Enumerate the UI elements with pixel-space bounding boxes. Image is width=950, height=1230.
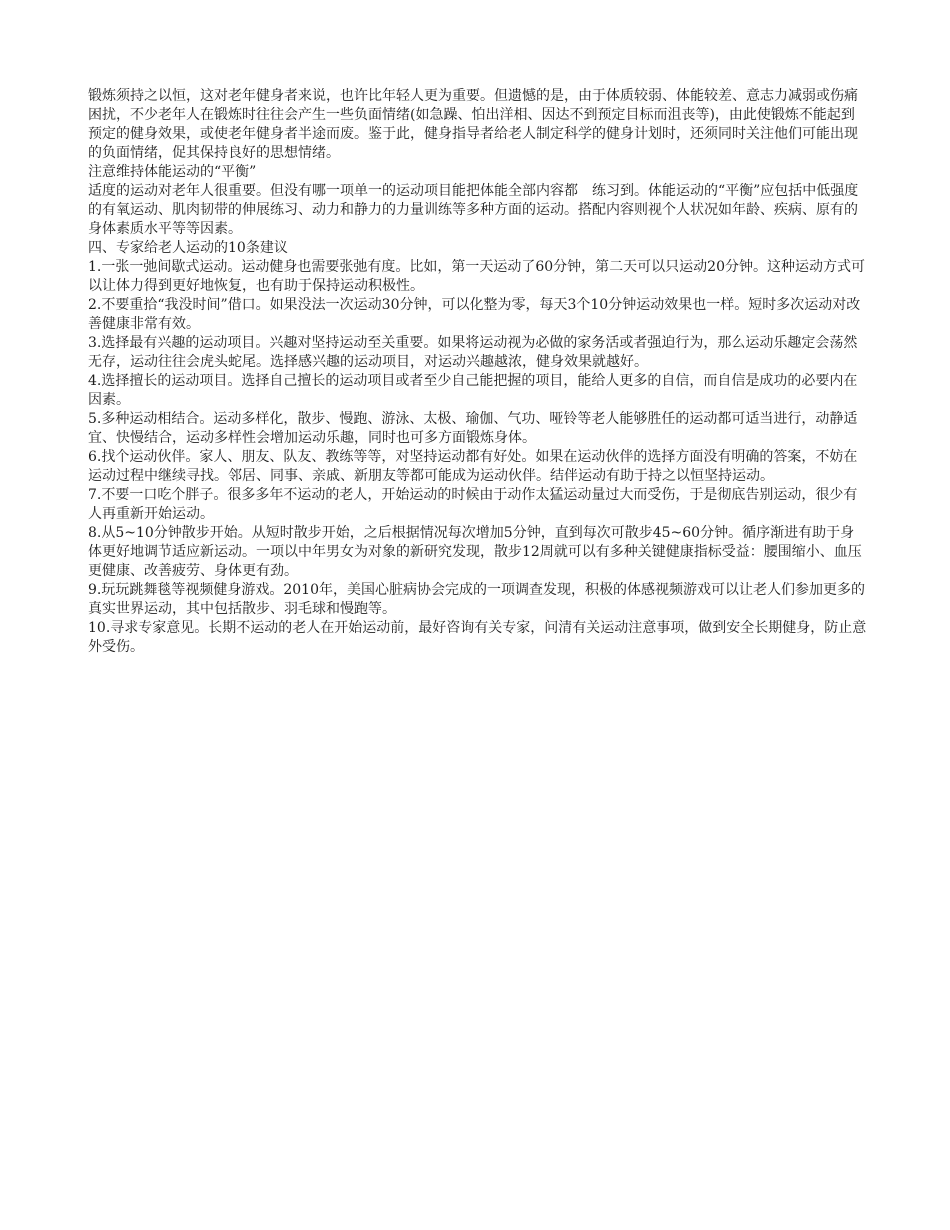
intro-paragraph: 锻炼须持之以恒，这对老年健身者来说，也许比年轻人更为重要。但遗憾的是，由于体质较弱、体能较差、意志力减弱或伤痛困扰，不少老年人在锻炼时往往会产生一些负面情绪(如急躁、怕出洋相、因达不到预定目标而沮丧等)，由此使锻炼不能起到预定的健身效果，或使老年健身者半途而废。鉴于此，健身指导者给老人制定科学的健身计划时，还须同时关注他们可能出现的负面情绪，促其保持良好的思想情绪。 [88,88,858,161]
document-body [88,87,868,657]
tip-item-3: 3.选择最有兴趣的运动项目。兴趣对坚持运动至关重要。如果将运动视为必做的家务活或者强迫行为，那么运动乐趣定会荡然无存，运动往往会虎头蛇尾。选择感兴趣的运动项目，对运动兴趣越浓，健身效果就越好。 [88,335,858,370]
section-heading-balance: 注意维持体能运动的“平衡” [88,164,257,180]
tip-item-2: 2.不要重拾“我没时间”借口。如果没法一次运动30分钟，可以化整为零，每天3个10分钟运动效果也一样。短时多次运动对改善健康非常有效。 [88,297,861,332]
tip-item-1: 1.一张一弛间歇式运动。运动健身也需要张弛有度。比如，第一天运动了60分钟，第二天可以只运动20分钟。这种运动方式可以让体力得到更好地恢复，也有助于保持运动积极性。 [88,259,865,294]
tip-item-7: 7.不要一口吃个胖子。很多多年不运动的老人，开始运动的时候由于动作太猛运动量过大而受伤，于是彻底告别运动，很少有人再重新开始运动。 [88,487,858,522]
tip-item-9: 9.玩玩跳舞毯等视频健身游戏。2010年，美国心脏病协会完成的一项调查发现，积极的体感视频游戏可以让老人们参加更多的真实世界运动，其中包括散步、羽毛球和慢跑等。 [88,582,865,617]
section-heading-expert-tips: 四、专家给老人运动的10条建议 [88,240,288,256]
tip-item-5: 5.多种运动相结合。运动多样化，散步、慢跑、游泳、太极、瑜伽、气功、哑铃等老人能够胜任的运动都可适当进行，动静适宜、快慢结合，运动多样性会增加运动乐趣，同时也可多方面锻炼身体。 [88,411,858,446]
tip-item-8: 8.从5~10分钟散步开始。从短时散步开始，之后根据情况每次增加5分钟，直到每次可散步45~60分钟。循序渐进有助于身体更好地调节适应新运动。一项以中年男女为对象的新研究发现，散步12周就可以有多种关键健康指标受益：腰围缩小、血压更健康、改善疲劳、身体更有劲。 [88,525,862,579]
balance-paragraph: 适度的运动对老年人很重要。但没有哪一项单一的运动项目能把体能全部内容都 练习到。体能运动的“平衡”应包括中低强度的有氧运动、肌肉韧带的伸展练习、动力和静力的力量训练等多种方面的运动。搭配内容则视个人状况如年龄、疾病、原有的身体素质水平等等因素。 [88,183,859,237]
tip-item-10: 10.寻求专家意见。长期不运动的老人在开始运动前，最好咨询有关专家，问清有关运动注意事项，做到安全长期健身，防止意外受伤。 [88,620,867,655]
tip-item-4: 4.选择擅长的运动项目。选择自己擅长的运动项目或者至少自己能把握的项目，能给人更多的自信，而自信是成功的必要内在因素。 [88,373,858,408]
tip-item-6: 6.找个运动伙伴。家人、朋友、队友、教练等等，对坚持运动都有好处。如果在运动伙伴的选择方面没有明确的答案，不妨在运动过程中继续寻找。邻居、同事、亲戚、新朋友等都可能成为运动伙伴。结伴运动有助于持之以恒坚持运动。 [88,449,858,484]
